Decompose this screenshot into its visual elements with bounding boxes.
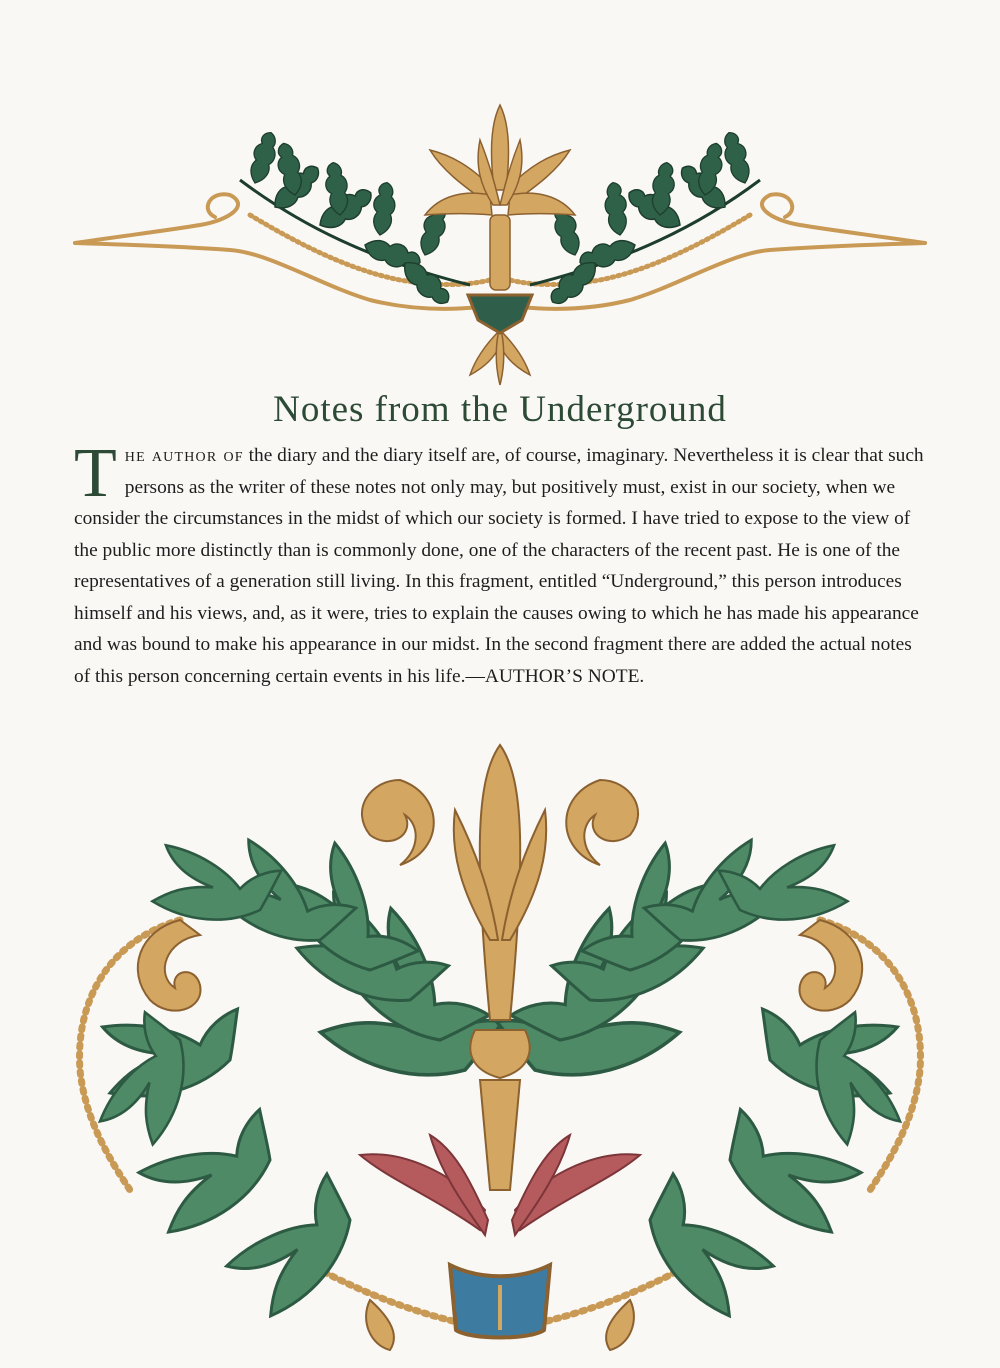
drop-cap: T: [74, 435, 117, 512]
intro-body-text: the diary and the diary itself are, of course, imaginary. Nevertheless it is clear that such persons as the writer of these notes not only may, but positively must, exist in our society, when we consider the circumstances in the midst of which our society is formed. I have tried to expose to the view of the public more distinctly than is commonly done, one of the characters of the recent past. He is one of the representatives of a generation still living. In this fragment, entitled “Underground,” this person introduces himself and his views, and, as it were, tries to explain the causes owing to which he has made his appearance and was bound to make his appearance in our midst. In the second fragment there are added the actual notes of this person concerning certain events in his life.—AUTHOR’S NOTE.: [74, 445, 924, 687]
lead-in-small-caps: he author of: [124, 445, 244, 466]
intro-paragraph: [74, 435, 924, 692]
page-title: Notes from the Underground: [273, 389, 727, 430]
top-flourish-ornament: [70, 95, 930, 390]
bottom-acanthus-ornament: [70, 740, 930, 1368]
